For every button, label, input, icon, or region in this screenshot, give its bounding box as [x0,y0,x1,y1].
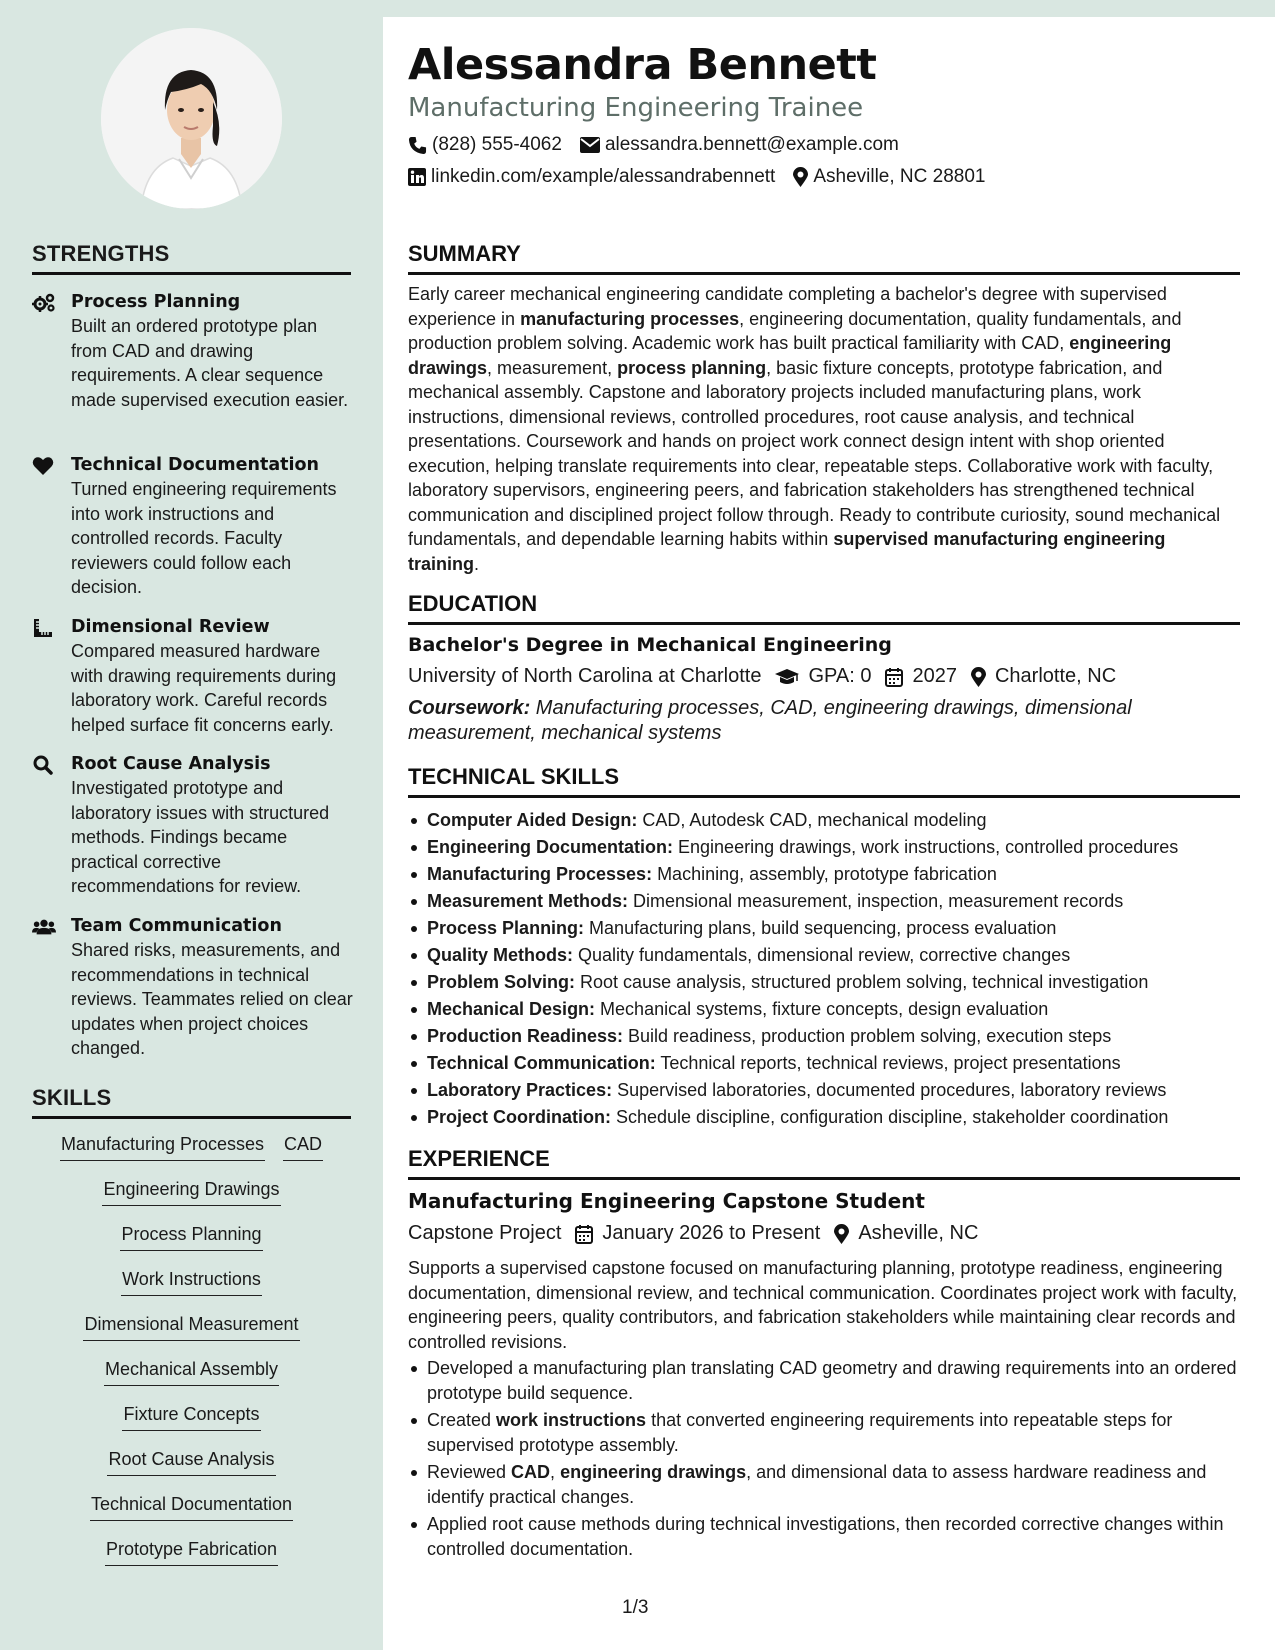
envelope-icon [580,137,600,153]
skill-values: CAD, Autodesk CAD, mechanical modeling [637,810,987,830]
skill-values: Root cause analysis, structured problem solving, technical investigation [575,972,1149,992]
search-icon [32,754,56,776]
dates-text: January 2026 to Present [602,1222,821,1244]
skill-category: Engineering Documentation: [427,837,674,857]
strength-item [32,615,357,737]
experience-bullet [408,1460,1240,1509]
skill-category: Measurement Methods: [427,891,629,911]
skill-bullet [408,915,1240,942]
text-segment: , basic fixture concepts, prototype fabrication, and mechanical assembly. Capstone and laboratory projects included manufacturing plans, work instructions, dimensional reviews, controlled procedures, root cause analysis, and technical presentations. Coursework and hands on project work connect design intent with shop oriented execution, helping translate requirements into clear, repeatable steps. Collaborative work with faculty, laboratory supervisors, engineering peers, and fabrication stakeholders has strengthened technical communication and disciplined project follow through. Ready to contribute curiosity, sound mechanical fundamentals, and dependable learning habits within [408,357,1221,549]
strength-desc: Compared measured hardware with drawing requirements during laboratory work. Careful records helped surface fit concerns early. [71,641,337,735]
skill-row [32,1267,351,1312]
text-segment: Reviewed [427,1462,512,1482]
skill-category: Process Planning: [427,918,585,938]
phone-text: (828) 555-4062 [432,134,562,155]
skill-bullet [408,942,1240,969]
skill-values: Mechanical systems, fixture concepts, design evaluation [595,999,1049,1019]
location-text: Asheville, NC 28801 [813,166,986,187]
skill-row [32,1312,351,1357]
calendar-icon [885,667,903,687]
skill-values: Quality fundamentals, dimensional review, corrective changes [573,945,1071,965]
skill-row [32,1402,351,1447]
skill-bullet [408,807,1240,834]
emphasis-text: process planning [617,357,767,378]
school-text: University of North Carolina at Charlotte [408,665,762,687]
skill-tag: Engineering Drawings [102,1177,280,1206]
text-segment: , [550,1462,561,1482]
org-item [408,1222,561,1245]
strength-desc: Investigated prototype and laboratory issues with structured methods. Findings became practical corrective recommendations for review. [71,778,330,896]
skill-bullet [408,1023,1240,1050]
experience-bullet [408,1512,1240,1561]
skill-values: Supervised laboratories, documented procedures, laboratory reviews [612,1080,1167,1100]
technical-skills-list [408,807,1240,1131]
skill-values: Manufacturing plans, build sequencing, process evaluation [584,918,1057,938]
emphasis-text: engineering drawings [408,333,1172,378]
text-segment: , and dimensional data to assess hardware readiness and identify practical changes. [427,1462,1207,1507]
school-name [408,665,761,688]
phone-icon [408,136,427,155]
job-title: Manufacturing Engineering Capstone Student [408,1189,925,1213]
skill-row [32,1537,351,1582]
skill-bullet [408,861,1240,888]
skill-category: Project Coordination: [427,1107,611,1127]
skill-values: Engineering drawings, work instructions, controlled procedures [673,837,1179,857]
map-pin-icon [834,1224,849,1244]
emphasis-text: work instructions [496,1410,647,1430]
strength-title: Technical Documentation [71,455,320,475]
map-pin-icon [971,667,986,687]
skill-tag: Prototype Fabrication [105,1537,278,1566]
year-item [885,665,957,688]
avatar [101,28,282,209]
linkedin-link[interactable]: linkedin.com/example/alessandrabennett [431,166,776,187]
skill-row [32,1222,351,1267]
strength-desc: Turned engineering requirements into work instructions and controlled records. Faculty reviewers could follow each decision. [71,479,337,597]
emphasis-text: manufacturing processes [520,308,740,329]
skill-category: Technical Communication: [427,1053,656,1073]
skill-values: Technical reports, technical reviews, project presentations [655,1053,1121,1073]
linkedin-icon [408,168,426,186]
edu-location-text: Charlotte, NC [994,665,1117,687]
text-segment: Applied root cause methods during technical investigations, then recorded corrective changes within controlled documentation. [427,1514,1224,1559]
skill-tag: Mechanical Assembly [104,1357,279,1386]
skill-bullet [408,969,1240,996]
strength-item [32,453,357,600]
job-description: Supports a supervised capstone focused on manufacturing planning, prototype readiness, engineering documentation, dimensional review, and technical communication. Coordinates project work with faculty, engineering peers, quality contributors, and fabrication stakeholders while maintaining clear records and controlled revisions. [408,1258,1238,1352]
map-pin-icon [793,167,808,187]
location-contact [793,166,985,188]
gpa-text: GPA: 0 [808,665,872,687]
skill-tag: CAD [283,1132,323,1161]
strength-title: Dimensional Review [71,617,270,637]
skill-tag: Root Cause Analysis [107,1447,275,1476]
emphasis-text: CAD [511,1462,551,1482]
skill-tag: Work Instructions [121,1267,262,1296]
strength-item [32,752,357,899]
top-strip [0,0,1275,17]
gpa-item [775,665,871,688]
emphasis-text: engineering drawings [560,1462,747,1482]
text-segment: , measurement, [487,357,618,378]
skill-bullet [408,1104,1240,1131]
linkedin-contact[interactable] [408,166,775,188]
users-icon [32,916,56,938]
candidate-title: Manufacturing Engineering Trainee [408,93,864,123]
skill-row [32,1132,351,1177]
skill-category: Mechanical Design: [427,999,596,1019]
text-segment: . [474,553,480,574]
degree-title: Bachelor's Degree in Mechanical Engineering [408,634,892,656]
phone-contact [408,134,562,156]
strength-title: Team Communication [71,916,282,936]
skills-tag-list [32,1132,351,1582]
experience-bullet [408,1408,1240,1457]
text-segment: , engineering documentation, quality fundamentals, and production problem solving. Academic work has built practical familiarity with CAD, [408,308,1182,353]
experience-heading: EXPERIENCE [408,1146,1240,1180]
skills-heading: SKILLS [32,1085,351,1119]
strengths-heading: STRENGTHS [32,241,351,275]
dates-item [575,1222,820,1245]
strength-title: Process Planning [71,292,241,312]
skill-bullet [408,996,1240,1023]
education-meta [408,665,1130,688]
skill-values: Dimensional measurement, inspection, measurement records [628,891,1124,911]
text-segment: that converted engineering requirements into repeatable steps for supervised prototype assembly. [427,1410,1173,1455]
skill-bullet [408,1050,1240,1077]
strength-desc: Built an ordered prototype plan from CAD and drawing requirements. A clear sequence made supervised execution easier. [71,316,349,410]
skill-tag: Dimensional Measurement [83,1312,299,1341]
coursework-text: Manufacturing processes, CAD, engineering drawings, dimensional measurement, mechanical systems [408,697,1132,744]
skill-row [32,1447,351,1492]
org-text: Capstone Project [408,1222,562,1244]
ruler-icon [32,617,56,639]
skill-tag: Process Planning [120,1222,262,1251]
skill-row [32,1177,351,1222]
heart-icon [32,455,56,477]
experience-bullet [408,1356,1240,1405]
job-meta [408,1222,992,1245]
emphasis-text: supervised manufacturing engineering training [408,529,1166,574]
graduation-cap-icon [775,668,799,686]
skill-row [32,1357,351,1402]
skill-category: Production Readiness: [427,1026,624,1046]
job-bullets [408,1356,1240,1564]
email-contact[interactable] [580,134,899,156]
skill-bullet [408,888,1240,915]
skill-values: Schedule discipline, configuration discipline, stakeholder coordination [611,1107,1169,1127]
contact-row [408,166,1003,188]
skill-category: Problem Solving: [427,972,576,992]
strength-item [32,914,357,1061]
job-location-item [834,1222,978,1245]
skill-bullet [408,834,1240,861]
portrait-image [101,28,282,209]
contact-row [408,134,917,156]
skill-category: Quality Methods: [427,945,574,965]
year-text: 2027 [912,665,957,687]
skill-category: Computer Aided Design: [427,810,638,830]
skill-row [32,1492,351,1537]
skill-tag: Manufacturing Processes [60,1132,265,1161]
email-link[interactable]: alessandra.bennett@example.com [604,134,899,155]
skill-category: Laboratory Practices: [427,1080,613,1100]
strength-title: Root Cause Analysis [71,754,271,774]
text-segment: Created [427,1410,497,1430]
education-heading: EDUCATION [408,591,1240,625]
strength-item [32,290,357,412]
skill-bullet [408,1077,1240,1104]
skill-tag: Fixture Concepts [122,1402,260,1431]
coursework [408,696,1240,746]
gears-icon [32,292,56,314]
calendar-icon [575,1224,593,1244]
summary-text [408,282,1240,576]
summary-heading: SUMMARY [408,241,1240,275]
job-location-text: Asheville, NC [858,1222,979,1244]
skill-category: Manufacturing Processes: [427,864,653,884]
technical-skills-heading: TECHNICAL SKILLS [408,764,1240,798]
edu-location-item [971,665,1116,688]
coursework-label: Coursework: [408,697,531,719]
strength-desc: Shared risks, measurements, and recommendations in technical reviews. Teammates relied on clear updates when project choices changed. [71,940,353,1058]
skill-tag: Technical Documentation [90,1492,293,1521]
text-segment: Early career mechanical engineering candidate completing a bachelor's degree with supervised experience in [408,284,1167,329]
skill-values: Build readiness, production problem solving, execution steps [623,1026,1112,1046]
candidate-name: Alessandra Bennett [408,40,877,90]
skill-values: Machining, assembly, prototype fabrication [652,864,997,884]
page-number: 1/3 [622,1597,649,1618]
text-segment: Developed a manufacturing plan translating CAD geometry and drawing requirements into an ordered prototype build sequence. [427,1358,1237,1403]
